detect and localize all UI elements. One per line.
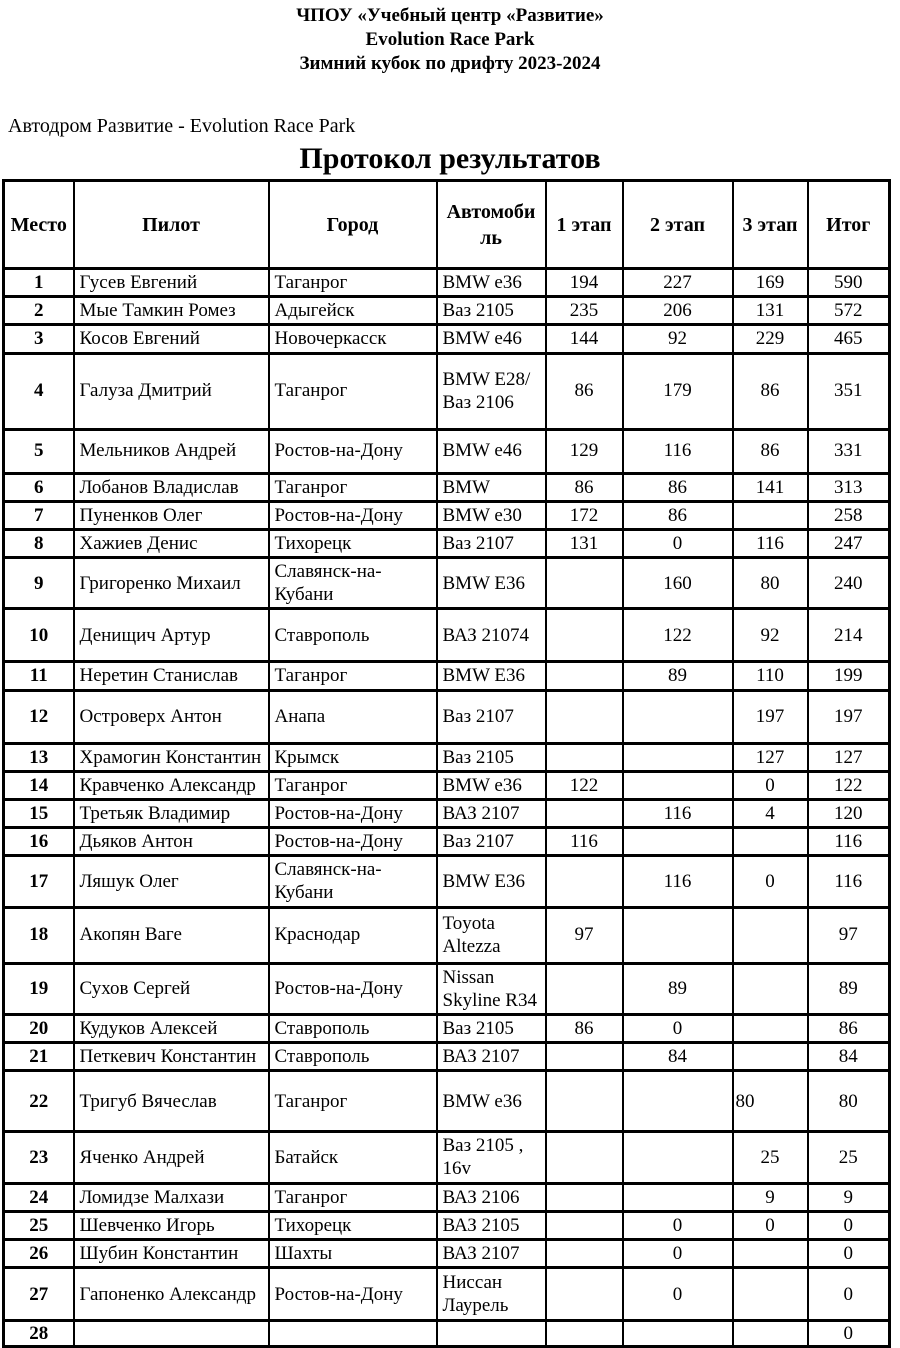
cell-pilot: Третьяк Владимир xyxy=(74,799,269,827)
cell-place: 23 xyxy=(4,1132,74,1183)
header-cell-stage2: 2 этап xyxy=(623,181,733,269)
cell-pilot: Сухов Сергей xyxy=(74,963,269,1014)
cell-city: Славянск-на-Кубани xyxy=(269,558,437,609)
cell-pilot: Островерх Антон xyxy=(74,690,269,743)
cell-stage2: 179 xyxy=(623,353,733,429)
cell-total: 465 xyxy=(808,325,890,353)
cell-place: 27 xyxy=(4,1268,74,1321)
cell-stage1: 97 xyxy=(546,907,623,963)
cell-city: Батайск xyxy=(269,1132,437,1183)
cell-stage2 xyxy=(623,907,733,963)
table-row xyxy=(4,473,890,501)
cell-stage1 xyxy=(546,1268,623,1321)
cell-city: Адыгейск xyxy=(269,297,437,325)
cell-stage2: 89 xyxy=(623,963,733,1014)
cell-stage2: 116 xyxy=(623,856,733,907)
document-header xyxy=(0,0,900,76)
cell-stage1 xyxy=(546,662,623,690)
cell-stage2 xyxy=(623,743,733,771)
cell-place: 19 xyxy=(4,963,74,1014)
cell-total: 116 xyxy=(808,856,890,907)
cell-car: BMW xyxy=(437,473,546,501)
cell-stage1 xyxy=(546,1183,623,1211)
cell-place: 4 xyxy=(4,353,74,429)
cell-total: 0 xyxy=(808,1268,890,1321)
cell-place: 9 xyxy=(4,558,74,609)
cell-pilot: Храмогин Константин xyxy=(74,743,269,771)
results-table-body xyxy=(4,269,890,1347)
cell-place: 28 xyxy=(4,1321,74,1347)
cell-city: Ставрополь xyxy=(269,609,437,662)
cell-pilot: Мые Тамкин Ромез xyxy=(74,297,269,325)
table-row xyxy=(4,1071,890,1132)
cell-place: 18 xyxy=(4,907,74,963)
cell-car: BMW E36 xyxy=(437,558,546,609)
cell-car xyxy=(437,1321,546,1347)
cell-city: Ростов-на-Дону xyxy=(269,828,437,856)
cell-city: Таганрог xyxy=(269,1183,437,1211)
cell-stage3 xyxy=(733,1268,808,1321)
cell-stage3 xyxy=(733,963,808,1014)
table-row xyxy=(4,501,890,529)
cell-stage1 xyxy=(546,690,623,743)
cell-city: Таганрог xyxy=(269,473,437,501)
cell-total: 97 xyxy=(808,907,890,963)
cell-city: Ростов-на-Дону xyxy=(269,963,437,1014)
table-row xyxy=(4,743,890,771)
page-title: Протокол результатов xyxy=(299,142,601,175)
cell-car: BMW e36 xyxy=(437,771,546,799)
cell-car: Ваз 2105 , 16v xyxy=(437,1132,546,1183)
cell-stage1 xyxy=(546,1321,623,1347)
cell-stage1 xyxy=(546,558,623,609)
cell-stage3: 197 xyxy=(733,690,808,743)
cell-stage1: 116 xyxy=(546,828,623,856)
cell-pilot: Григоренко Михаил xyxy=(74,558,269,609)
cell-pilot: Ляшук Олег xyxy=(74,856,269,907)
cell-pilot: Гусев Евгений xyxy=(74,269,269,297)
cell-city: Таганрог xyxy=(269,1071,437,1132)
cell-stage3: 4 xyxy=(733,799,808,827)
cell-stage3: 169 xyxy=(733,269,808,297)
cell-car: BMW e36 xyxy=(437,269,546,297)
cell-stage3 xyxy=(733,1043,808,1071)
cell-place: 17 xyxy=(4,856,74,907)
cell-pilot: Косов Евгений xyxy=(74,325,269,353)
cell-stage3: 110 xyxy=(733,662,808,690)
cell-total: 127 xyxy=(808,743,890,771)
cell-place: 22 xyxy=(4,1071,74,1132)
cell-car: BMW E36 xyxy=(437,856,546,907)
cell-city: Ставрополь xyxy=(269,1014,437,1042)
cell-car: Ваз 2107 xyxy=(437,828,546,856)
cell-stage3: 116 xyxy=(733,529,808,557)
cell-total: 0 xyxy=(808,1321,890,1347)
cell-city: Шахты xyxy=(269,1239,437,1267)
cell-car: BMW e30 xyxy=(437,501,546,529)
cell-stage2: 227 xyxy=(623,269,733,297)
cell-stage3: 0 xyxy=(733,856,808,907)
cell-pilot: Тригуб Вячеслав xyxy=(74,1071,269,1132)
cell-place: 26 xyxy=(4,1239,74,1267)
cell-place: 16 xyxy=(4,828,74,856)
cell-stage2 xyxy=(623,690,733,743)
cell-total: 331 xyxy=(808,429,890,473)
cell-stage1 xyxy=(546,743,623,771)
cell-total: 116 xyxy=(808,828,890,856)
cell-stage2: 86 xyxy=(623,473,733,501)
cell-stage1 xyxy=(546,1132,623,1183)
cell-stage1: 129 xyxy=(546,429,623,473)
cell-city: Ростов-на-Дону xyxy=(269,799,437,827)
cell-city: Таганрог xyxy=(269,353,437,429)
cell-stage2: 122 xyxy=(623,609,733,662)
results-table xyxy=(2,179,891,1348)
header-cell-total: Итог xyxy=(808,181,890,269)
org-name-line: ЧПОУ «Учебный центр «Развитие» xyxy=(296,5,604,26)
cell-car: Toyota Altezza xyxy=(437,907,546,963)
cell-pilot: Кудуков Алексей xyxy=(74,1014,269,1042)
cell-city: Крымск xyxy=(269,743,437,771)
cell-stage2: 84 xyxy=(623,1043,733,1071)
cell-total: 214 xyxy=(808,609,890,662)
cell-stage1 xyxy=(546,1239,623,1267)
table-row xyxy=(4,963,890,1014)
cell-stage1: 86 xyxy=(546,473,623,501)
cell-place: 14 xyxy=(4,771,74,799)
cell-place: 8 xyxy=(4,529,74,557)
cell-place: 7 xyxy=(4,501,74,529)
table-row xyxy=(4,297,890,325)
cell-place: 21 xyxy=(4,1043,74,1071)
cell-stage2: 206 xyxy=(623,297,733,325)
header-cell-stage3: 3 этап xyxy=(733,181,808,269)
cell-stage2 xyxy=(623,828,733,856)
table-row xyxy=(4,1043,890,1071)
cell-place: 12 xyxy=(4,690,74,743)
cell-stage3: 127 xyxy=(733,743,808,771)
cell-place: 20 xyxy=(4,1014,74,1042)
cell-total: 25 xyxy=(808,1132,890,1183)
cell-stage2: 0 xyxy=(623,1014,733,1042)
cell-stage3: 9 xyxy=(733,1183,808,1211)
cell-pilot: Кравченко Александр xyxy=(74,771,269,799)
cell-city: Таганрог xyxy=(269,662,437,690)
cell-car: Ваз 2107 xyxy=(437,529,546,557)
table-row xyxy=(4,690,890,743)
cell-pilot: Галуза Дмитрий xyxy=(74,353,269,429)
table-row xyxy=(4,429,890,473)
cell-stage1 xyxy=(546,963,623,1014)
cell-stage2 xyxy=(623,1132,733,1183)
cell-city: Таганрог xyxy=(269,269,437,297)
header-cell-pilot: Пилот xyxy=(74,181,269,269)
cell-place: 13 xyxy=(4,743,74,771)
cell-place: 15 xyxy=(4,799,74,827)
cell-pilot: Лобанов Владислав xyxy=(74,473,269,501)
cell-stage2 xyxy=(623,771,733,799)
cell-total: 258 xyxy=(808,501,890,529)
cell-total: 199 xyxy=(808,662,890,690)
cell-total: 590 xyxy=(808,269,890,297)
cell-stage1: 122 xyxy=(546,771,623,799)
cell-total: 0 xyxy=(808,1239,890,1267)
cell-total: 351 xyxy=(808,353,890,429)
cell-stage1: 144 xyxy=(546,325,623,353)
table-row xyxy=(4,828,890,856)
cell-car: BMW E36 xyxy=(437,662,546,690)
cell-city: Тихорецк xyxy=(269,1211,437,1239)
cell-pilot: Мельников Андрей xyxy=(74,429,269,473)
cell-stage1: 86 xyxy=(546,1014,623,1042)
cell-pilot: Гапоненко Александр xyxy=(74,1268,269,1321)
cell-city: Ростов-на-Дону xyxy=(269,429,437,473)
cell-stage3: 131 xyxy=(733,297,808,325)
cell-car: BMW e46 xyxy=(437,429,546,473)
cell-total: 80 xyxy=(808,1071,890,1132)
cell-place: 3 xyxy=(4,325,74,353)
table-row xyxy=(4,269,890,297)
cell-city: Ставрополь xyxy=(269,1043,437,1071)
cell-stage1 xyxy=(546,799,623,827)
cell-city: Ростов-на-Дону xyxy=(269,1268,437,1321)
cell-car: BMW e36 xyxy=(437,1071,546,1132)
cell-place: 1 xyxy=(4,269,74,297)
table-row xyxy=(4,529,890,557)
cell-city: Таганрог xyxy=(269,771,437,799)
header-cell-car: Автомобиль xyxy=(437,181,546,269)
cell-place: 11 xyxy=(4,662,74,690)
cell-total: 247 xyxy=(808,529,890,557)
cell-stage1: 235 xyxy=(546,297,623,325)
cell-car: BMW E28/Ваз 2106 xyxy=(437,353,546,429)
cell-stage1: 172 xyxy=(546,501,623,529)
cell-car: ВАЗ 2105 xyxy=(437,1211,546,1239)
cell-stage2: 116 xyxy=(623,799,733,827)
cell-place: 5 xyxy=(4,429,74,473)
cell-pilot: Петкевич Константин xyxy=(74,1043,269,1071)
cell-stage3: 80 xyxy=(733,1071,808,1132)
cell-car: Ниссан Лаурель xyxy=(437,1268,546,1321)
cell-total: 122 xyxy=(808,771,890,799)
table-row xyxy=(4,1268,890,1321)
cell-car: Ваз 2107 xyxy=(437,690,546,743)
cell-total: 572 xyxy=(808,297,890,325)
table-row xyxy=(4,558,890,609)
header-cell-stage1: 1 этап xyxy=(546,181,623,269)
cell-stage1 xyxy=(546,1211,623,1239)
cell-car: ВАЗ 2107 xyxy=(437,1239,546,1267)
cell-total: 0 xyxy=(808,1211,890,1239)
cell-stage2 xyxy=(623,1071,733,1132)
cell-city xyxy=(269,1321,437,1347)
cell-stage1 xyxy=(546,856,623,907)
cell-pilot: Денищич Артур xyxy=(74,609,269,662)
table-row xyxy=(4,1183,890,1211)
cell-stage2: 160 xyxy=(623,558,733,609)
cell-pilot: Шубин Константин xyxy=(74,1239,269,1267)
cell-stage1 xyxy=(546,1043,623,1071)
cell-stage1: 86 xyxy=(546,353,623,429)
table-row xyxy=(4,1239,890,1267)
cell-pilot: Шевченко Игорь xyxy=(74,1211,269,1239)
cell-city: Ростов-на-Дону xyxy=(269,501,437,529)
cell-total: 197 xyxy=(808,690,890,743)
cell-pilot: Хажиев Денис xyxy=(74,529,269,557)
cell-stage3: 86 xyxy=(733,353,808,429)
cell-stage3: 25 xyxy=(733,1132,808,1183)
cell-stage1: 131 xyxy=(546,529,623,557)
org-park-line: Evolution Race Park xyxy=(365,29,535,50)
cell-pilot: Дьяков Антон xyxy=(74,828,269,856)
cell-pilot: Ломидзе Малхази xyxy=(74,1183,269,1211)
header-cell-city: Город xyxy=(269,181,437,269)
table-row xyxy=(4,799,890,827)
cell-city: Краснодар xyxy=(269,907,437,963)
cell-total: 313 xyxy=(808,473,890,501)
cell-stage3: 86 xyxy=(733,429,808,473)
cell-car: BMW e46 xyxy=(437,325,546,353)
header-cell-place: Место xyxy=(4,181,74,269)
cell-total: 84 xyxy=(808,1043,890,1071)
table-row xyxy=(4,1321,890,1347)
cell-stage2 xyxy=(623,1321,733,1347)
cell-total: 120 xyxy=(808,799,890,827)
table-header-row xyxy=(4,181,890,269)
cell-place: 10 xyxy=(4,609,74,662)
cell-stage2: 0 xyxy=(623,1268,733,1321)
cell-stage3: 0 xyxy=(733,1211,808,1239)
cell-place: 6 xyxy=(4,473,74,501)
cell-car: ВАЗ 2107 xyxy=(437,799,546,827)
cell-stage2: 0 xyxy=(623,1211,733,1239)
cell-pilot: Неретин Станислав xyxy=(74,662,269,690)
cell-stage1 xyxy=(546,1071,623,1132)
cell-stage2: 0 xyxy=(623,1239,733,1267)
cell-city: Новочеркасск xyxy=(269,325,437,353)
cell-total: 86 xyxy=(808,1014,890,1042)
cell-stage3 xyxy=(733,828,808,856)
cell-stage3: 80 xyxy=(733,558,808,609)
table-row xyxy=(4,662,890,690)
cell-stage1 xyxy=(546,609,623,662)
cell-car: Nissan Skyline R34 xyxy=(437,963,546,1014)
table-row xyxy=(4,353,890,429)
cell-stage2: 89 xyxy=(623,662,733,690)
cell-car: ВАЗ 2106 xyxy=(437,1183,546,1211)
cell-stage3: 229 xyxy=(733,325,808,353)
cell-stage3 xyxy=(733,907,808,963)
cell-city: Анапа xyxy=(269,690,437,743)
table-row xyxy=(4,907,890,963)
table-row xyxy=(4,609,890,662)
cell-stage3 xyxy=(733,501,808,529)
cell-stage3: 92 xyxy=(733,609,808,662)
cell-place: 2 xyxy=(4,297,74,325)
cell-car: ВАЗ 2107 xyxy=(437,1043,546,1071)
cell-stage2: 92 xyxy=(623,325,733,353)
cell-city: Славянск-на-Кубани xyxy=(269,856,437,907)
cell-pilot: Акопян Ваге xyxy=(74,907,269,963)
cell-city: Тихорецк xyxy=(269,529,437,557)
cell-stage3 xyxy=(733,1239,808,1267)
cell-pilot: Яченко Андрей xyxy=(74,1132,269,1183)
cell-stage3: 0 xyxy=(733,771,808,799)
table-row xyxy=(4,856,890,907)
table-row xyxy=(4,1014,890,1042)
cell-car: ВАЗ 21074 xyxy=(437,609,546,662)
event-name-line: Зимний кубок по дрифту 2023-2024 xyxy=(299,53,601,74)
venue-line: Автодром Развитие - Evolution Race Park xyxy=(8,115,356,137)
cell-pilot xyxy=(74,1321,269,1347)
cell-stage3 xyxy=(733,1321,808,1347)
cell-pilot: Пуненков Олег xyxy=(74,501,269,529)
cell-stage2 xyxy=(623,1183,733,1211)
cell-stage3: 141 xyxy=(733,473,808,501)
cell-total: 240 xyxy=(808,558,890,609)
cell-total: 9 xyxy=(808,1183,890,1211)
cell-stage2: 86 xyxy=(623,501,733,529)
table-row xyxy=(4,771,890,799)
table-row xyxy=(4,325,890,353)
cell-total: 89 xyxy=(808,963,890,1014)
cell-place: 24 xyxy=(4,1183,74,1211)
cell-car: Ваз 2105 xyxy=(437,297,546,325)
cell-car: Ваз 2105 xyxy=(437,743,546,771)
cell-stage3 xyxy=(733,1014,808,1042)
table-row xyxy=(4,1132,890,1183)
cell-stage1: 194 xyxy=(546,269,623,297)
cell-place: 25 xyxy=(4,1211,74,1239)
cell-stage2: 116 xyxy=(623,429,733,473)
table-row xyxy=(4,1211,890,1239)
cell-car: Ваз 2105 xyxy=(437,1014,546,1042)
cell-stage2: 0 xyxy=(623,529,733,557)
